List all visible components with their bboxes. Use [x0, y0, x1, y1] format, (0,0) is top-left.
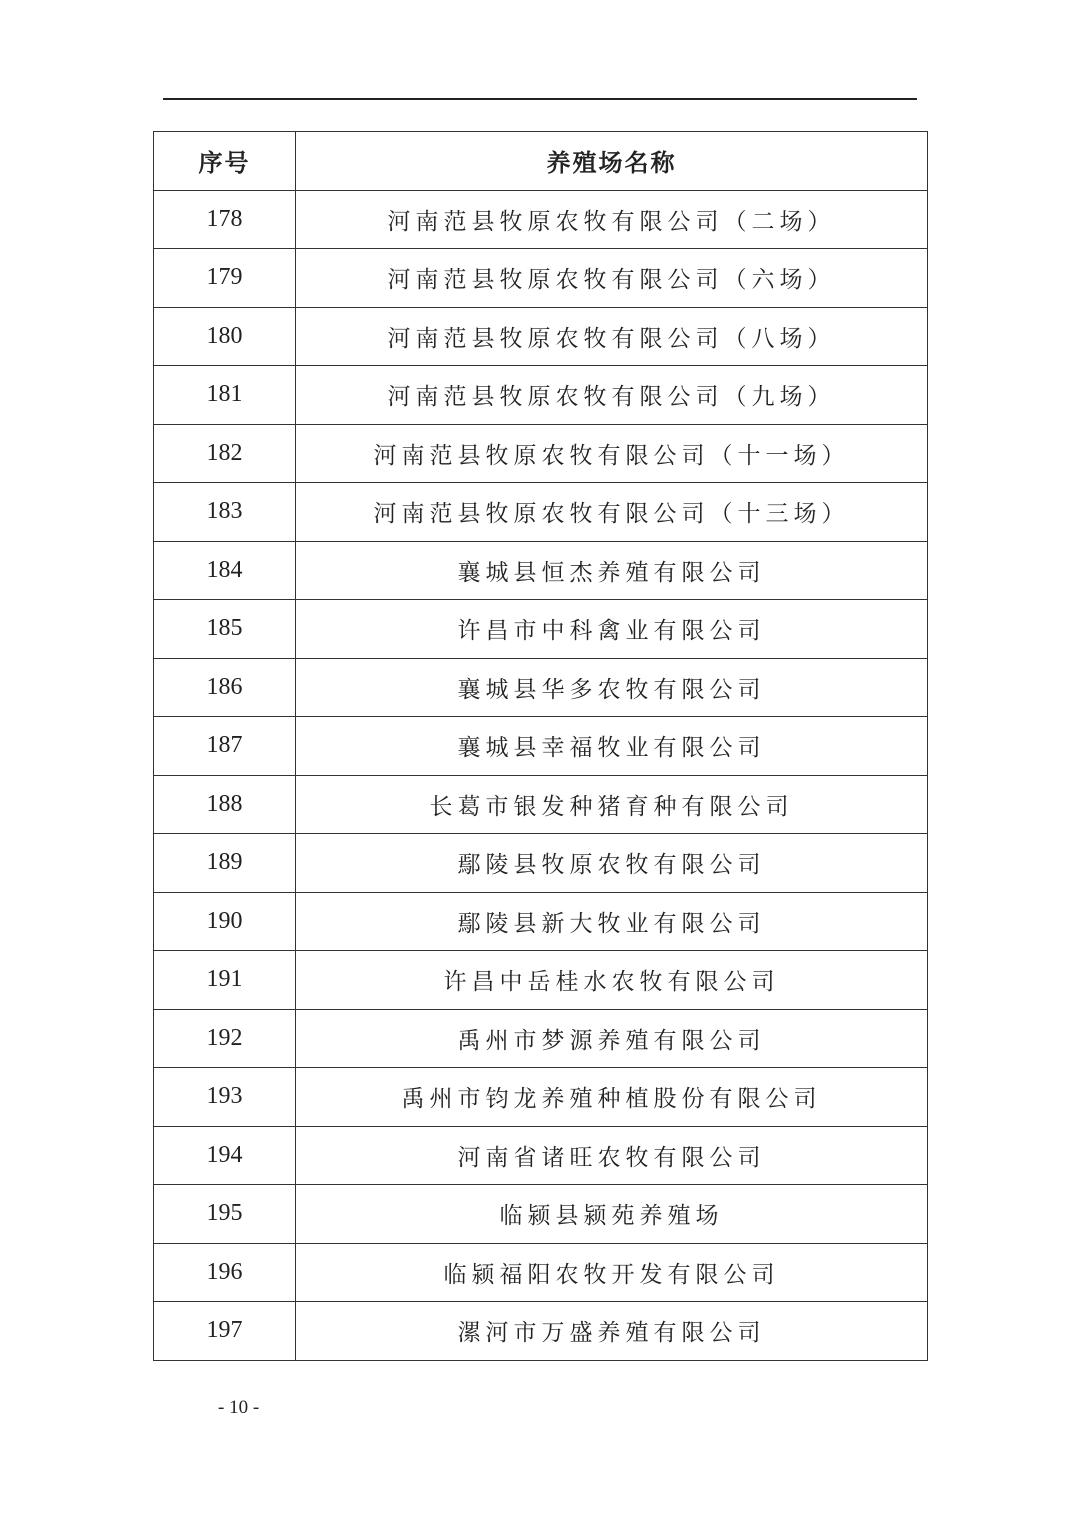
- farm-name: 河南范县牧原农牧有限公司（六场）: [296, 249, 928, 308]
- table-row: [154, 834, 928, 893]
- row-number: 179: [154, 249, 296, 308]
- row-number: 181: [154, 366, 296, 425]
- table-body: [154, 190, 928, 1360]
- farm-name: 鄢陵县新大牧业有限公司: [296, 892, 928, 951]
- table-row: [154, 892, 928, 951]
- farm-name: 河南范县牧原农牧有限公司（八场）: [296, 307, 928, 366]
- table-row: [154, 1302, 928, 1361]
- farm-name: 许昌中岳桂水农牧有限公司: [296, 951, 928, 1010]
- table-row: [154, 1243, 928, 1302]
- table-row: [154, 717, 928, 776]
- header-name: 养殖场名称: [296, 132, 928, 191]
- row-number: 189: [154, 834, 296, 893]
- row-number: 184: [154, 541, 296, 600]
- row-number: 186: [154, 658, 296, 717]
- header-rule: [163, 98, 917, 100]
- row-number: 182: [154, 424, 296, 483]
- farm-name: 河南范县牧原农牧有限公司（九场）: [296, 366, 928, 425]
- farm-name: 许昌市中科禽业有限公司: [296, 600, 928, 659]
- table-row: [154, 483, 928, 542]
- row-number: 180: [154, 307, 296, 366]
- row-number: 185: [154, 600, 296, 659]
- farm-name: 襄城县华多农牧有限公司: [296, 658, 928, 717]
- farm-name: 禹州市钧龙养殖种植股份有限公司: [296, 1068, 928, 1127]
- table-row: [154, 951, 928, 1010]
- table-row: [154, 249, 928, 308]
- table-header-row: [154, 132, 928, 191]
- table-row: [154, 424, 928, 483]
- row-number: 183: [154, 483, 296, 542]
- farm-name: 鄢陵县牧原农牧有限公司: [296, 834, 928, 893]
- row-number: 178: [154, 190, 296, 249]
- header-number: 序号: [154, 132, 296, 191]
- farm-list-table: [153, 131, 928, 1361]
- farm-name: 临颍县颍苑养殖场: [296, 1185, 928, 1244]
- row-number: 193: [154, 1068, 296, 1127]
- row-number: 191: [154, 951, 296, 1010]
- row-number: 192: [154, 1009, 296, 1068]
- row-number: 190: [154, 892, 296, 951]
- row-number: 195: [154, 1185, 296, 1244]
- table-row: [154, 307, 928, 366]
- row-number: 187: [154, 717, 296, 776]
- farm-name: 禹州市梦源养殖有限公司: [296, 1009, 928, 1068]
- row-number: 188: [154, 775, 296, 834]
- table-row: [154, 658, 928, 717]
- farm-name: 河南范县牧原农牧有限公司（二场）: [296, 190, 928, 249]
- table-row: [154, 1068, 928, 1127]
- table-row: [154, 1185, 928, 1244]
- table-row: [154, 190, 928, 249]
- farm-name: 河南范县牧原农牧有限公司（十三场）: [296, 483, 928, 542]
- table-row: [154, 1126, 928, 1185]
- row-number: 194: [154, 1126, 296, 1185]
- row-number: 196: [154, 1243, 296, 1302]
- row-number: 197: [154, 1302, 296, 1361]
- farm-name: 长葛市银发种猪育种有限公司: [296, 775, 928, 834]
- table-row: [154, 600, 928, 659]
- table-row: [154, 366, 928, 425]
- table-row: [154, 775, 928, 834]
- farm-name: 漯河市万盛养殖有限公司: [296, 1302, 928, 1361]
- farm-name: 临颍福阳农牧开发有限公司: [296, 1243, 928, 1302]
- table-row: [154, 541, 928, 600]
- farm-name: 河南范县牧原农牧有限公司（十一场）: [296, 424, 928, 483]
- page-number: - 10 -: [218, 1397, 260, 1418]
- farm-name: 襄城县恒杰养殖有限公司: [296, 541, 928, 600]
- table-row: [154, 1009, 928, 1068]
- farm-name: 襄城县幸福牧业有限公司: [296, 717, 928, 776]
- farm-name: 河南省诸旺农牧有限公司: [296, 1126, 928, 1185]
